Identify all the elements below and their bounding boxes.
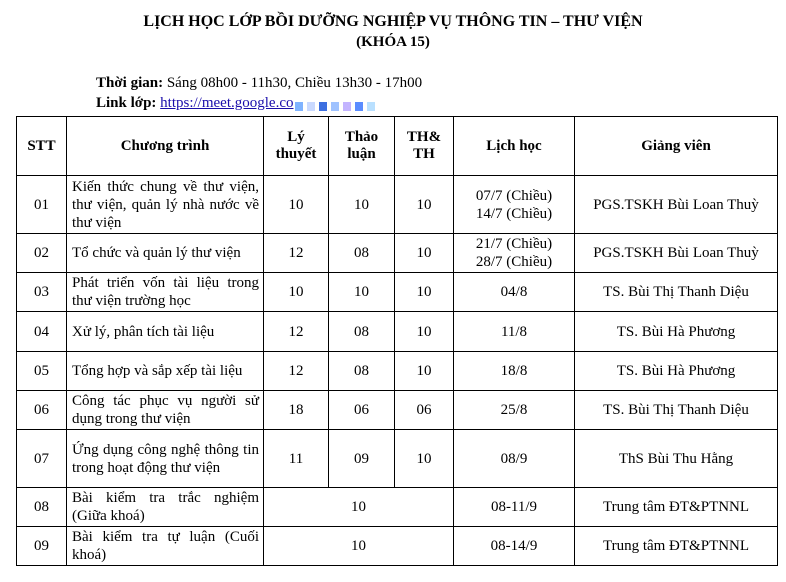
cell-practice: 06: [395, 391, 454, 430]
cell-lecturer: TS. Bùi Thị Thanh Diệu: [575, 273, 778, 312]
cell-lecturer: TS. Bùi Hà Phương: [575, 352, 778, 391]
cell-theory: 18: [264, 391, 329, 430]
cell-lecturer: Trung tâm ĐT&PTNNL: [575, 488, 778, 527]
cell-discussion: 10: [329, 176, 395, 234]
blur-square: [307, 102, 315, 111]
document-title: LỊCH HỌC LỚP BỒI DƯỠNG NGHIỆP VỤ THÔNG TIN – THƯ VIỆN: [143, 13, 643, 30]
cell-program: Xử lý, phân tích tài liệu: [67, 312, 264, 352]
cell-stt: 05: [17, 352, 67, 391]
col-header-schedule: Lịch học: [454, 117, 575, 176]
cell-lecturer: PGS.TSKH Bùi Loan Thuỳ: [575, 234, 778, 273]
cell-lecturer: ThS Bùi Thu Hằng: [575, 430, 778, 488]
time-value: Sáng 08h00 - 11h30, Chiều 13h30 - 17h00: [163, 75, 423, 91]
blur-square: [331, 102, 339, 111]
cell-program: Ứng dụng công nghệ thông tin trong hoạt động thư viện: [67, 430, 264, 488]
blur-square: [355, 102, 363, 111]
cell-schedule: 21/7 (Chiều) 28/7 (Chiều): [454, 234, 575, 273]
time-label: Thời gian:: [96, 75, 164, 91]
cell-schedule: 25/8: [454, 391, 575, 430]
cell-schedule: 07/7 (Chiều) 14/7 (Chiều): [454, 176, 575, 234]
cell-lecturer: PGS.TSKH Bùi Loan Thuỳ: [575, 176, 778, 234]
cell-program: Phát triển vốn tài liệu trong thư viện trường học: [67, 273, 264, 312]
table-row: [17, 527, 778, 566]
cell-stt: 02: [17, 234, 67, 273]
col-header-stt: STT: [17, 117, 67, 176]
cell-discussion: 09: [329, 430, 395, 488]
cell-practice: 10: [395, 430, 454, 488]
cell-discussion: 10: [329, 273, 395, 312]
cell-discussion: 08: [329, 352, 395, 391]
cell-program: Bài kiểm tra tự luận (Cuối khoá): [67, 527, 264, 566]
cell-stt: 08: [17, 488, 67, 527]
cell-schedule: 08-11/9: [454, 488, 575, 527]
cell-schedule: 08-14/9: [454, 527, 575, 566]
cell-practice: 10: [395, 312, 454, 352]
cell-practice: 10: [395, 234, 454, 273]
table-row: [17, 352, 778, 391]
cell-stt: 06: [17, 391, 67, 430]
cell-schedule: 18/8: [454, 352, 575, 391]
cell-schedule: 08/9: [454, 430, 575, 488]
cell-practice: 10: [395, 176, 454, 234]
cell-theory: 12: [264, 312, 329, 352]
cell-stt: 01: [17, 176, 67, 234]
blur-square: [295, 102, 303, 111]
cell-theory: 11: [264, 430, 329, 488]
cell-stt: 03: [17, 273, 67, 312]
cell-program: Bài kiểm tra trắc nghiệm (Giữa khoá): [67, 488, 264, 527]
cell-schedule: 04/8: [454, 273, 575, 312]
table-row: [17, 234, 778, 273]
document-subtitle: (KHÓA 15): [356, 34, 430, 50]
cell-discussion: 08: [329, 234, 395, 273]
cell-theory: 10: [264, 176, 329, 234]
col-header-practice: TH& TH: [395, 117, 454, 176]
cell-discussion: 08: [329, 312, 395, 352]
table-row: [17, 176, 778, 234]
cell-total-hours: 10: [264, 527, 454, 566]
cell-stt: 09: [17, 527, 67, 566]
col-header-discussion: Thảo luận: [329, 117, 395, 176]
schedule-table: [16, 116, 778, 566]
cell-discussion: 06: [329, 391, 395, 430]
cell-program: Công tác phục vụ người sử dụng trong thư viện: [67, 391, 264, 430]
cell-lecturer: Trung tâm ĐT&PTNNL: [575, 527, 778, 566]
table-row: [17, 430, 778, 488]
table-row: [17, 391, 778, 430]
cell-theory: 10: [264, 273, 329, 312]
cell-lecturer: TS. Bùi Hà Phương: [575, 312, 778, 352]
table-row: [17, 488, 778, 527]
link-line: [96, 95, 379, 112]
cell-practice: 10: [395, 273, 454, 312]
cell-lecturer: TS. Bùi Thị Thanh Diệu: [575, 391, 778, 430]
cell-program: Tổng hợp và sắp xếp tài liệu: [67, 352, 264, 391]
cell-practice: 10: [395, 352, 454, 391]
cell-program: Kiến thức chung về thư viện, thư viện, quản lý nhà nước về thư viện: [67, 176, 264, 234]
col-header-program: Chương trình: [67, 117, 264, 176]
cell-total-hours: 10: [264, 488, 454, 527]
cell-schedule: 11/8: [454, 312, 575, 352]
blur-square: [343, 102, 351, 111]
col-header-theory: Lý thuyết: [264, 117, 329, 176]
blur-square: [319, 102, 327, 111]
meeting-link[interactable]: https://meet.google.co: [160, 95, 294, 111]
table-row: [17, 273, 778, 312]
time-line: [96, 75, 422, 92]
col-header-lecturer: Giảng viên: [575, 117, 778, 176]
blur-square: [367, 102, 375, 111]
table-header-row: [17, 117, 778, 176]
redacted-link-blur: [295, 99, 379, 108]
table-row: [17, 312, 778, 352]
cell-theory: 12: [264, 234, 329, 273]
cell-theory: 12: [264, 352, 329, 391]
cell-stt: 04: [17, 312, 67, 352]
cell-program: Tổ chức và quản lý thư viện: [67, 234, 264, 273]
link-label: Link lớp:: [96, 95, 157, 111]
cell-stt: 07: [17, 430, 67, 488]
